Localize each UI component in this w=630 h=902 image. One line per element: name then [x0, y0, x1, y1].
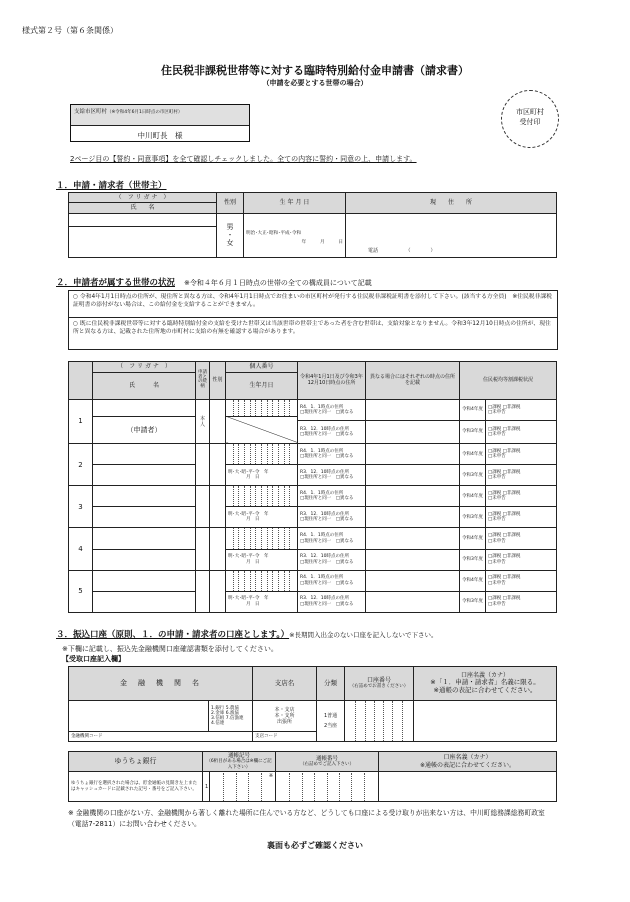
tax-opt1[interactable]: □課税 □非課税 [488, 426, 521, 432]
municipality-note: （※令和4年6月1日時点の市区町村） [107, 110, 183, 115]
furigana-input[interactable] [69, 213, 217, 227]
section1-heading: １．申請・請求者（世帯主） [56, 181, 167, 191]
row4-r3 [298, 549, 366, 570]
holder-header [414, 667, 557, 701]
year-label: 年 [264, 469, 269, 475]
row5-reiwa4: 令和4年度 [460, 570, 486, 591]
yucho-table [68, 751, 557, 802]
yucho-holder-input[interactable] [379, 772, 557, 802]
row3-r3 [298, 507, 366, 528]
row4-reiwa3: 令和3年度 [460, 549, 486, 570]
row-number: 2 [69, 444, 93, 486]
row5-tax3[interactable] [486, 591, 557, 612]
tax-opt2[interactable]: □未申告 [488, 517, 506, 523]
row5-diff-r4[interactable] [366, 570, 460, 591]
yucho-header: ゆうちょ銀行 [69, 752, 203, 772]
male-option[interactable]: 男 [226, 222, 234, 231]
female-option[interactable]: 女 [226, 239, 234, 248]
tsucho-bango-note: （右詰めでご記入下さい） [300, 762, 355, 768]
row-number: 1 [69, 399, 93, 443]
row4-birth[interactable] [226, 549, 298, 570]
tax-opt2[interactable]: □未申告 [488, 454, 506, 460]
bank-kind[interactable]: 5.農協 [225, 705, 240, 711]
day-label: 日 [255, 601, 260, 607]
row2-r3 [298, 465, 366, 486]
r4-label: R4．1．1時点の住所 [300, 404, 344, 410]
row5-r4 [298, 570, 366, 591]
attach-note: ※下欄に記載し、振込先金融機関口座確認書類を添付してください。 [62, 645, 278, 653]
row2-reiwa4: 令和4年度 [460, 444, 486, 465]
bank-kind[interactable]: 6.漁協 [225, 710, 240, 716]
row-number-header [69, 362, 93, 400]
row3-reiwa3: 令和3年度 [460, 507, 486, 528]
applicant-table [68, 192, 557, 258]
row2-reiwa3: 令和3年度 [460, 465, 486, 486]
household-gender-header: 性別 [210, 362, 226, 400]
section3-heading-row [56, 628, 438, 640]
tsucho-bango-header [276, 752, 379, 772]
holder-note2: ※通帳の表記に合わせてください。 [433, 686, 537, 695]
mynumber-header: 個人番号 [226, 362, 298, 373]
month-label: 月 [246, 601, 251, 607]
branch-kind[interactable]: 本・支店 [274, 706, 295, 713]
tax-opt2[interactable]: □未申告 [488, 432, 506, 438]
household-name-header: 氏 名 [93, 372, 196, 399]
household-table [68, 361, 557, 613]
birth-ymd: 年 月 日 [301, 240, 343, 246]
r4-label: R4．1．1時点の住所 [300, 575, 344, 581]
gender-input[interactable] [217, 213, 244, 258]
tax-opt1[interactable]: □課税 □非課税 [488, 575, 521, 581]
r4-label: R4．1．1時点の住所 [300, 490, 344, 496]
row1-tax3[interactable] [486, 421, 557, 444]
row1-reiwa3: 令和3年度 [460, 421, 486, 444]
bank-name-header: 金 融 機 関 名 [69, 667, 253, 701]
same-diff-r4[interactable]: □現住所と同一 □異なる [300, 496, 354, 502]
row3-gender[interactable] [210, 486, 226, 528]
row1-diff-r3[interactable] [366, 421, 460, 444]
row5-tax4[interactable] [486, 570, 557, 591]
pledge-line: 2ページ目の【誓約・同意事項】を全て確認しチェックしました。全ての内容に誓約・同意の上、申請します。 [70, 155, 417, 163]
bank-code[interactable]: 金融機関コード [69, 731, 253, 741]
tax-opt2[interactable]: □未申告 [488, 409, 506, 415]
section3-heading: ３．振込口座（原則、１．の申請・請求者の口座とします。） [56, 630, 290, 640]
holder-note1: ※「１．申請・請求者」名義に限る。 [430, 678, 540, 687]
municipality-label: 支給市区町村 [74, 109, 108, 115]
birth-header: 生 年 月 日 [244, 193, 346, 214]
era-options: 明治･大正･昭和･平成･令和 [246, 230, 302, 236]
row1-diff-r4[interactable] [366, 399, 460, 420]
relation-header: 申請者との続柄 [196, 362, 210, 400]
row4-mynumber[interactable] [226, 528, 298, 549]
phone-label: 電話 （ ） [368, 248, 436, 254]
type-current[interactable]: 2当座 [323, 723, 338, 729]
row3-reiwa4: 令和4年度 [460, 486, 486, 507]
row3-tax4[interactable] [486, 486, 557, 507]
month-label: 月 [246, 559, 251, 565]
address-input[interactable] [346, 213, 557, 258]
tax-opt1[interactable]: □課税 □非課税 [488, 596, 521, 602]
row4-furigana[interactable] [93, 528, 196, 549]
same-diff-r4[interactable]: □現住所と同一 □異なる [300, 580, 354, 586]
row3-name[interactable] [93, 507, 196, 528]
row2-mynumber[interactable] [226, 444, 298, 465]
municipality-label-row [71, 105, 249, 126]
tsucho-kigou-label: 通帳記号 [228, 752, 251, 759]
same-diff-r3[interactable]: □現住所と同一 □異なる [300, 432, 354, 438]
addr-date-header: 令和4年1月1日及び令和3年12月10日時点の住所 [298, 362, 366, 400]
row2-diff-r3[interactable] [366, 465, 460, 486]
row-number: 5 [69, 570, 93, 612]
row2-tax4[interactable] [486, 444, 557, 465]
gender-header: 性別 [217, 193, 244, 214]
household-furigana-header: （ フ リ ガ ナ ） [93, 362, 196, 373]
municipality-value: 中川町長 様 [137, 131, 183, 140]
diff-header: 異なる場合にはそれぞれの時点の住所を記載 [366, 362, 460, 400]
section2-heading-note: ※令和４年６月１日時点の世帯の全ての構成員について記載 [183, 279, 372, 287]
section2-heading-row [56, 276, 372, 288]
row5-reiwa3: 令和3年度 [460, 591, 486, 612]
row5-mynumber[interactable] [226, 570, 298, 591]
month-label: 月 [246, 517, 251, 523]
type-ordinary[interactable]: 1普通 [323, 713, 338, 719]
era-options: 明･大･昭･平･令 [228, 512, 260, 518]
tsucho-kigou-1: 1 [203, 772, 210, 802]
row4-gender[interactable] [210, 528, 226, 570]
tsucho-bango-input[interactable] [276, 772, 379, 802]
birth-input[interactable] [244, 213, 346, 258]
tax-header: 住民税均等割課税状況 [460, 362, 557, 400]
year-label: 年 [264, 554, 269, 560]
footer-note: 裏面も必ずご確認ください [267, 841, 363, 850]
note-2: ○ 既に住民税非課税世帯等に対する臨時特別給付金の支給を受けた世帯又は当該世帯の世帯主であった者を含む世帯は、支給対象となりません。令和3年12月10日時点の住所が、現住所と異なる方は、記載された住所地の市町村に支給の有無を確認する場合があります。 [73, 321, 551, 336]
bank-table [68, 666, 557, 742]
branch-kind[interactable]: 出張所 [277, 718, 293, 725]
day-label: 日 [255, 475, 260, 481]
account-no-input[interactable] [345, 701, 414, 742]
row2-name[interactable] [93, 465, 196, 486]
gender-separator: ・ [226, 231, 234, 240]
row3-diff-r4[interactable] [366, 486, 460, 507]
tax-opt1[interactable]: □課税 □非課税 [488, 533, 521, 539]
tax-opt2[interactable]: □未申告 [488, 475, 506, 481]
account-no-note: （右詰めでお書きください） [349, 684, 409, 690]
bank-kind[interactable]: 4.信連 [211, 721, 225, 727]
era-options: 明･大･昭･平･令 [228, 596, 260, 602]
row4-name[interactable] [93, 549, 196, 570]
tax-opt1[interactable]: □課税 □非課税 [488, 512, 521, 518]
row1-tax4[interactable] [486, 399, 557, 420]
furigana-header: （ フ リ ガ ナ ） [69, 193, 217, 203]
section2-heading: ２．申請者が属する世帯の状況 [56, 278, 176, 288]
row2-diff-r4[interactable] [366, 444, 460, 465]
era-options: 明･大･昭･平･令 [228, 469, 260, 475]
holder-input[interactable] [414, 701, 557, 742]
tax-opt1[interactable]: □課税 □非課税 [488, 554, 521, 560]
section3-heading-note: ※長期間入出金のない口座を記入しないで下さい。 [289, 631, 438, 639]
row2-birth[interactable] [226, 465, 298, 486]
tax-opt2[interactable]: □未申告 [488, 538, 506, 544]
row-number: 3 [69, 486, 93, 528]
bank-kind[interactable]: 1.銀行 [211, 705, 225, 711]
row2-gender[interactable] [210, 444, 226, 486]
row4-r4 [298, 528, 366, 549]
row4-relation[interactable] [196, 528, 210, 570]
r4-label: R4．1．1時点の住所 [300, 533, 344, 539]
tsucho-bango-label: 通帳番号 [316, 755, 339, 762]
year-label: 年 [264, 596, 269, 602]
account-no-header [345, 667, 414, 701]
row3-diff-r3[interactable] [366, 507, 460, 528]
yucho-holder-header [379, 752, 557, 772]
holder-label: 口座名義（カナ） [461, 672, 510, 680]
account-no-label: 口座番号 [367, 677, 392, 685]
day-label: 日 [255, 517, 260, 523]
tax-opt1[interactable]: □課税 □非課税 [488, 469, 521, 475]
row1-furigana[interactable] [93, 399, 196, 416]
stamp-line1: 市区町村 [516, 108, 544, 116]
row5-name[interactable] [93, 591, 196, 612]
branch-code[interactable]: 支店コード [253, 731, 317, 741]
tsucho-kigou-note: （6桁目がある場合は※欄にご記入下さい） [206, 759, 272, 770]
page-subtitle: （申請を必要とする世帯の場合） [262, 79, 368, 87]
type-options[interactable] [317, 701, 345, 742]
row4-reiwa4: 令和4年度 [460, 528, 486, 549]
kome-mark: ※ [268, 773, 274, 779]
row1-mynumber[interactable] [226, 399, 298, 416]
yucho-note: ゆうちょ銀行を選択された場合は、貯金通帳の見開き左上またはキャッシュカードに記載された記号・番号をご記入下さい。 [69, 772, 203, 802]
row1-relation: 本人 [196, 399, 210, 443]
tsucho-kigou-header [203, 752, 276, 772]
row3-relation[interactable] [196, 486, 210, 528]
tax-opt1[interactable]: □課税 □非課税 [488, 490, 521, 496]
row2-relation[interactable] [196, 444, 210, 486]
bank-kind-options[interactable] [209, 701, 253, 732]
row1-gender[interactable] [210, 399, 226, 443]
same-diff-r3[interactable]: □現住所と同一 □異なる [300, 475, 354, 481]
row1-birth-na [226, 416, 298, 443]
tax-opt1[interactable]: □課税 □非課税 [488, 404, 521, 410]
yucho-holder-label: 口座名義（カナ） [443, 754, 492, 762]
row2-r4 [298, 444, 366, 465]
row2-furigana[interactable] [93, 444, 196, 465]
municipality-box [70, 104, 250, 142]
row2-tax3[interactable] [486, 465, 557, 486]
r3-label: R3．12．10時点の住所 [300, 512, 349, 518]
applicant-label: （申請者） [93, 416, 196, 443]
page-title: 住民税非課税世帯等に対する臨時特別給付金申請書（請求書） [161, 64, 469, 77]
bank-kind[interactable]: 2.金庫 [211, 710, 225, 716]
row5-r3 [298, 591, 366, 612]
row3-r4 [298, 486, 366, 507]
note-1: ○ 令和4年1月1日時点の住所が、現住所と異なる方は、令和4年1月1日時点でお住まいの市区町村が発行する住民税非課税証明書を添付して下さい。(該当する方全員) ※住民税非課税証明書の添付がない場合は、この給付金を支給することができません。 [69, 291, 557, 318]
same-diff-r4[interactable]: □現住所と同一 □異なる [300, 409, 354, 415]
yucho-holder-note: ※通帳の表記に合わせてください。 [420, 761, 516, 769]
r4-label: R4．1．1時点の住所 [300, 448, 344, 454]
form-number: 様式第２号（第６条関係） [22, 26, 118, 35]
row4-diff-r3[interactable] [366, 549, 460, 570]
name-input[interactable] [69, 227, 217, 258]
era-options: 明･大･昭･平･令 [228, 554, 260, 560]
row4-diff-r4[interactable] [366, 528, 460, 549]
same-diff-r3[interactable]: □現住所と同一 □異なる [300, 601, 354, 607]
row5-diff-r3[interactable] [366, 591, 460, 612]
stamp-line2: 受付印 [519, 118, 541, 126]
day-label: 日 [255, 559, 260, 565]
row3-mynumber[interactable] [226, 486, 298, 507]
r3-label: R3．12．10時点の住所 [300, 426, 349, 432]
row5-furigana[interactable] [93, 570, 196, 591]
row4-tax3[interactable] [486, 549, 557, 570]
row1-r4 [298, 399, 366, 420]
bank-kind[interactable]: 3.信組 [211, 715, 225, 721]
row1-reiwa4: 令和4年度 [460, 399, 486, 420]
tsucho-kigou-input[interactable] [210, 772, 276, 802]
r3-label: R3．12．10時点の住所 [300, 554, 349, 560]
tax-opt2[interactable]: □未申告 [488, 601, 506, 607]
tax-opt2[interactable]: □未申告 [488, 496, 506, 502]
same-diff-r4[interactable]: □現住所と同一 □異なる [300, 454, 354, 460]
r3-label: R3．12．10時点の住所 [300, 469, 349, 475]
type-header: 分類 [317, 667, 345, 701]
branch-header: 支店名 [253, 667, 317, 701]
notes-box [68, 290, 558, 350]
bank-name-input[interactable] [69, 701, 209, 732]
branch-input[interactable] [253, 701, 317, 732]
row3-furigana[interactable] [93, 486, 196, 507]
row-number: 4 [69, 528, 93, 570]
household-birth-header: 生年月日 [226, 372, 298, 399]
bottom-note: ※ 金融機関の口座がない方、金融機関から著しく離れた場所に住んでいる方など、どうしても口座による受け取りが出来ない方は、中川町総務課総務町政室（電話7-2811）にお問い合わせください。 [68, 809, 545, 828]
same-diff-r3[interactable]: □現住所と同一 □異なる [300, 517, 354, 523]
row5-relation[interactable] [196, 570, 210, 612]
year-label: 年 [264, 512, 269, 518]
name-header: 氏 名 [69, 203, 217, 213]
month-label: 月 [246, 475, 251, 481]
reception-stamp [501, 90, 559, 148]
row3-birth[interactable] [226, 507, 298, 528]
tax-opt2[interactable]: □未申告 [488, 559, 506, 565]
same-diff-r3[interactable]: □現住所と同一 □異なる [300, 559, 354, 565]
address-header: 現 住 所 [346, 193, 557, 214]
tax-opt1[interactable]: □課税 □非課税 [488, 448, 521, 454]
row3-tax3[interactable] [486, 507, 557, 528]
row4-tax4[interactable] [486, 528, 557, 549]
account-box-label: 【受取口座記入欄】 [62, 655, 125, 663]
same-diff-r4[interactable]: □現住所と同一 □異なる [300, 538, 354, 544]
branch-kind[interactable]: 本・支所 [274, 712, 295, 719]
row5-gender[interactable] [210, 570, 226, 612]
r3-label: R3．12．10時点の住所 [300, 596, 349, 602]
row5-birth[interactable] [226, 591, 298, 612]
row1-r3 [298, 421, 366, 444]
bank-kind[interactable]: 7.信漁連 [225, 715, 244, 721]
tax-opt2[interactable]: □未申告 [488, 580, 506, 586]
